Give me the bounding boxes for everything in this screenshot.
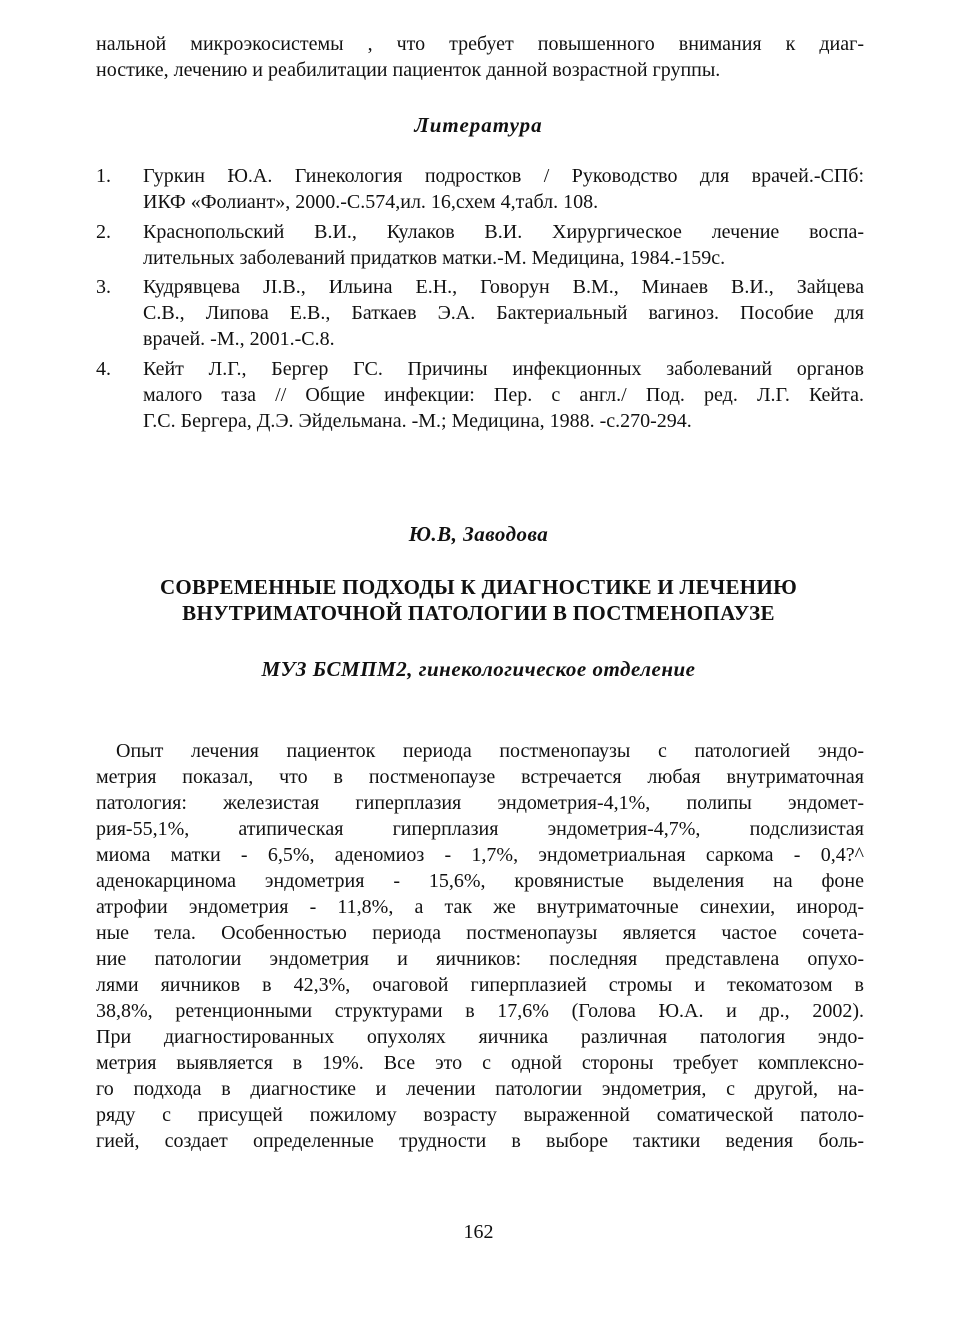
body-line: ние патологии эндометрия и яичников: последняя представлена опухо- <box>96 948 864 970</box>
reference-number: 3. <box>96 276 111 298</box>
body-line: Опыт лечения пациенток периода постменопаузы с патологией эндо- <box>116 740 864 762</box>
body-line: го подхода в диагностике и лечении патологии эндометрия, с другой, на- <box>96 1078 864 1100</box>
literature-heading: Литература <box>414 113 543 137</box>
reference-line: С.В., Липова Е.В., Баткаев Э.А. Бактериальный вагиноз. Пособие для <box>143 302 864 324</box>
body-line: миома матки - 6,5%, аденомиоз - 1,7%, эндометриальная саркома - 0,4?^ <box>96 844 864 866</box>
intro-paragraph <box>96 31 864 83</box>
reference-line: врачей. -М., 2001.-С.8. <box>143 328 335 350</box>
article-affiliation: МУЗ БСМПМ2, гинекологическое отделение <box>261 657 696 681</box>
article-title-line-1: СОВРЕМЕННЫЕ ПОДХОДЫ К ДИАГНОСТИКЕ И ЛЕЧЕНИЮ <box>159 575 798 599</box>
reference-line: лительных заболеваний придатков матки.-М. Медицина, 1984.-159с. <box>143 247 726 269</box>
body-line: атрофии эндометрия - 11,8%, а так же внутриматочные синехии, инород- <box>96 896 864 918</box>
reference-number: 4. <box>96 358 111 380</box>
article-title-line-2: ВНУТРИМАТОЧНОЙ ПАТОЛОГИИ В ПОСТМЕНОПАУЗЕ <box>182 601 775 625</box>
body-line: патология: железистая гиперплазия эндометрия-4,1%, полипы эндомет- <box>96 792 864 814</box>
article-author: Ю.В, Заводова <box>408 522 549 546</box>
body-line: 38,8%, ретенционными структурами в 17,6% (Голова Ю.А. и др., 2002). <box>96 1000 864 1022</box>
reference-number: 1. <box>96 165 111 187</box>
reference-line: малого таза // Общие инфекции: Пер. с англ./ Под. ред. Л.Г. Кейта. <box>143 384 864 406</box>
reference-line: ИКФ «Фолиант», 2000.-С.574,ил. 16,схем 4,табл. 108. <box>143 191 599 213</box>
body-line: ряду с присущей пожилому возрасту выраженной соматической патоло- <box>96 1104 864 1126</box>
reference-line: Г.С. Бергера, Д.Э. Эйдельмана. -М.; Медицина, 1988. -с.270-294. <box>143 410 692 432</box>
reference-number: 2. <box>96 221 111 243</box>
reference-line: Гуркин Ю.А. Гинекология подростков / Руководство для врачей.-СПб: <box>143 165 864 187</box>
reference-line: Кейт Л.Г., Бергер ГС. Причины инфекционных заболеваний органов <box>143 358 864 380</box>
intro-line-2: ностике, лечению и реабилитации пациенток данной возрастной группы. <box>96 59 721 81</box>
article-body <box>96 738 864 1154</box>
body-line: метрия показал, что в постменопаузе встречается любая внутриматочная <box>96 766 864 788</box>
body-line: гией, создает определенные трудности в выборе тактики ведения боль- <box>96 1130 864 1152</box>
reference-line: Кудрявцева JI.В., Ильина Е.Н., Говорун В.М., Минаев В.И., Зайцева <box>143 276 864 298</box>
reference-line: Краснопольский В.И., Кулаков В.И. Хирургическое лечение воспа- <box>143 221 864 243</box>
intro-line-1: нальной микроэкосистемы , что требует повышенного внимания к диаг- <box>96 33 864 55</box>
body-line: метрия выявляется в 19%. Все это с одной стороны требует комплексно- <box>96 1052 864 1074</box>
body-line: лями яичников в 42,3%, очаговой гиперплазией стромы и текоматозом в <box>96 974 864 996</box>
body-line: аденокарцинома эндометрия - 15,6%, кровянистые выделения на фоне <box>96 870 864 892</box>
body-line: При диагностированных опухолях яичника различная патология эндо- <box>96 1026 864 1048</box>
page-number: 162 <box>463 1221 494 1243</box>
body-line: рия-55,1%, атипическая гиперплазия эндометрия-4,7%, подслизистая <box>96 818 864 840</box>
body-line: ные тела. Особенностью периода постменопаузы является частое сочета- <box>96 922 864 944</box>
